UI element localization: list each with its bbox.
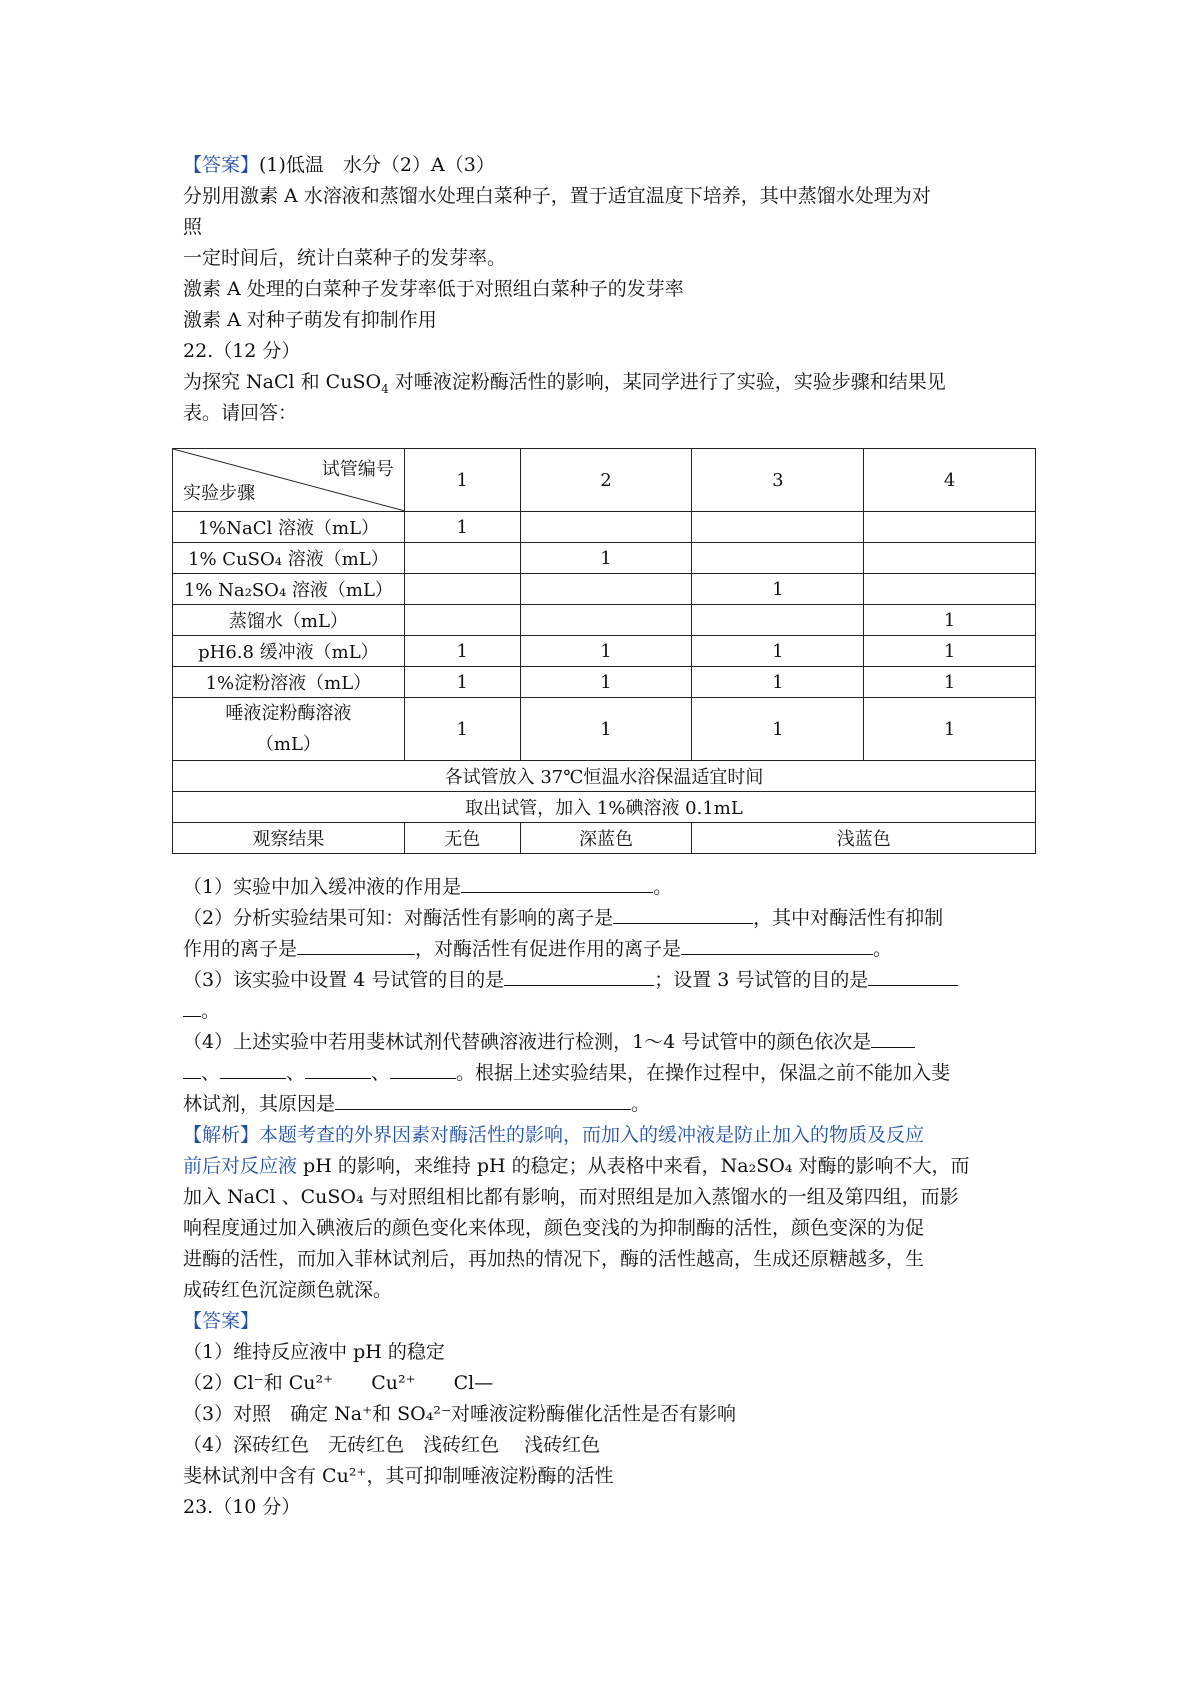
tube-3-header: 3 bbox=[692, 449, 864, 512]
table-cell bbox=[692, 543, 864, 574]
answer-blank bbox=[613, 903, 753, 924]
row-label: pH6.8 缓冲液（mL） bbox=[173, 636, 405, 667]
table-cell: 1 bbox=[692, 574, 864, 605]
result-label: 观察结果 bbox=[173, 823, 405, 854]
question-22-intro: 为探究 NaCl 和 CuSO$_4$ 对唾液淀粉酶活性的影响，某同学进行了实验，实验步骤和结果见 bbox=[183, 371, 946, 396]
table-cell bbox=[404, 574, 520, 605]
table-row bbox=[173, 636, 1036, 667]
table-row bbox=[173, 667, 1036, 698]
answer-blank bbox=[504, 965, 654, 986]
row-label: 1% CuSO₄ 溶液（mL） bbox=[173, 543, 405, 574]
row-label bbox=[173, 698, 405, 761]
analysis-line-6: 成砖红色沉淀颜色就深。 bbox=[183, 1279, 393, 1301]
table-cell bbox=[404, 543, 520, 574]
answer-blank bbox=[871, 1027, 915, 1048]
table-row bbox=[173, 512, 1036, 543]
table-cell bbox=[692, 605, 864, 636]
question-2: （2）分析实验结果可知：对酶活性有影响的离子是 ，其中对酶活性有抑制 bbox=[183, 903, 1033, 934]
table-cell bbox=[520, 512, 692, 543]
table-cell: 1 bbox=[520, 698, 692, 761]
row-label: 1% Na₂SO₄ 溶液（mL） bbox=[173, 574, 405, 605]
table-cell: 1 bbox=[404, 698, 520, 761]
row-label-line-1: 唾液淀粉酶溶液 bbox=[225, 703, 352, 724]
row-label: 蒸馏水（mL） bbox=[173, 605, 405, 636]
table-cell bbox=[692, 512, 864, 543]
answer-4: （4）深砖红色 无砖红色 浅砖红色 浅砖红色 bbox=[183, 1434, 601, 1456]
question-23-heading: 23.（10 分） bbox=[183, 1496, 301, 1518]
analysis-line-3: 加入 NaCl 、CuSO₄ 与对照组相比都有影响，而对照组是加入蒸馏水的一组及第四组，而影 bbox=[183, 1186, 959, 1208]
answer-1: （1）维持反应液中 pH 的稳定 bbox=[183, 1341, 445, 1363]
analysis-line-5: 进酶的活性，而加入菲林试剂后，再加热的情况下，酶的活性越高，生成还原糖越多，生 bbox=[183, 1248, 925, 1270]
question-1: （1）实验中加入缓冲液的作用是 。 bbox=[183, 872, 1033, 903]
analysis-highlight: 本题考查的外界因素对酶活性的影响，而加入的缓冲液是防止加入的物质及反应 bbox=[259, 1124, 925, 1146]
table-row bbox=[173, 761, 1036, 792]
question-4-cont-2: 林试剂，其原因是 。 bbox=[183, 1089, 1033, 1120]
answer-blank bbox=[220, 1058, 286, 1079]
result-tube-1: 无色 bbox=[404, 823, 520, 854]
table-cell bbox=[864, 512, 1036, 543]
table-row bbox=[173, 823, 1036, 854]
table-cell: 1 bbox=[692, 698, 864, 761]
tube-4-header: 4 bbox=[864, 449, 1036, 512]
table-cell: 1 bbox=[404, 667, 520, 698]
question-22-heading: 22.（12 分） bbox=[183, 340, 301, 362]
row-label: 1%NaCl 溶液（mL） bbox=[173, 512, 405, 543]
table-cell: 1 bbox=[692, 667, 864, 698]
answer-line-6: 激素 A 对种子萌发有抑制作用 bbox=[183, 309, 437, 331]
table-row bbox=[173, 698, 1036, 761]
header-tube-number: 试管编号 bbox=[321, 459, 394, 480]
answer-line-4: 一定时间后，统计白菜种子的发芽率。 bbox=[183, 247, 507, 269]
answer-blank bbox=[390, 1058, 456, 1079]
table-cell: 1 bbox=[864, 636, 1036, 667]
answer-line-3: 照 bbox=[183, 216, 203, 238]
experiment-table bbox=[172, 448, 1036, 854]
answer-blank bbox=[183, 1058, 201, 1079]
tube-1-header: 1 bbox=[404, 449, 520, 512]
result-tube-2: 深蓝色 bbox=[520, 823, 692, 854]
analysis-line-1 bbox=[183, 1120, 1033, 1151]
question-2-cont: 作用的离子是 ，对酶活性有促进作用的离子是 。 bbox=[183, 934, 1033, 965]
table-row bbox=[173, 605, 1036, 636]
answer-blank bbox=[681, 934, 873, 955]
table-cell: 1 bbox=[520, 667, 692, 698]
answer-blank bbox=[461, 872, 653, 893]
question-4-cont: 、 、 、 。根据上述实验结果，在操作过程中，保温之前不能加入斐 bbox=[183, 1058, 1033, 1089]
row-label-line-2: （mL） bbox=[255, 734, 321, 755]
answer-text: (1)低温 水分（2）A（3） bbox=[259, 154, 495, 176]
table-cell bbox=[404, 605, 520, 636]
row-label: 1%淀粉溶液（mL） bbox=[173, 667, 405, 698]
table-cell: 1 bbox=[404, 512, 520, 543]
answer-line-2: 分别用激素 A 水溶液和蒸馏水处理白菜种子，置于适宜温度下培养，其中蒸馏水处理为对 bbox=[183, 185, 931, 207]
answer-blank bbox=[868, 965, 958, 986]
table-row bbox=[173, 543, 1036, 574]
answer-2: （2）Cl⁻和 Cu²⁺ Cu²⁺ Cl— bbox=[183, 1372, 494, 1394]
document-page bbox=[183, 150, 1033, 429]
answer-tag: 【答案】 bbox=[183, 154, 260, 176]
step-iodine: 取出试管，加入 1%碘溶液 0.1mL bbox=[173, 792, 1036, 823]
table-row bbox=[173, 574, 1036, 605]
table-cell: 1 bbox=[692, 636, 864, 667]
table-row bbox=[173, 792, 1036, 823]
analysis-line-4: 响程度通过加入碘液后的颜色变化来体现，颜色变浅的为抑制酶的活性，颜色变深的为促 bbox=[183, 1217, 925, 1239]
table-cell bbox=[520, 605, 692, 636]
answer-tag-2: 【答案】 bbox=[183, 1310, 260, 1332]
analysis-tag: 【解析】 bbox=[183, 1124, 260, 1146]
header-steps: 实验步骤 bbox=[183, 483, 255, 504]
question-22-intro-2: 表。请回答： bbox=[183, 402, 298, 424]
table-cell bbox=[520, 574, 692, 605]
answer-blank bbox=[297, 934, 415, 955]
table-cell: 1 bbox=[864, 605, 1036, 636]
answer-5: 斐林试剂中含有 Cu²⁺，其可抑制唾液淀粉酶的活性 bbox=[183, 1465, 614, 1487]
step-incubate: 各试管放入 37℃恒温水浴保温适宜时间 bbox=[173, 761, 1036, 792]
table-cell bbox=[864, 543, 1036, 574]
question-3-cont: 。 bbox=[183, 996, 1033, 1027]
answer-line-5: 激素 A 处理的白菜种子发芽率低于对照组白菜种子的发芽率 bbox=[183, 278, 684, 300]
tube-2-header: 2 bbox=[520, 449, 692, 512]
answer-3: （3）对照 确定 Na⁺和 SO₄²⁻对唾液淀粉酶催化活性是否有影响 bbox=[183, 1403, 737, 1425]
table-cell: 1 bbox=[520, 636, 692, 667]
analysis-line-2: 前后对反应液 pH 的影响，来维持 pH 的稳定；从表格中来看，Na₂SO₄ 对酶的影响不大，而 bbox=[183, 1155, 970, 1177]
table-cell: 1 bbox=[864, 667, 1036, 698]
answer-line bbox=[183, 150, 1033, 181]
answer-blank bbox=[335, 1089, 631, 1110]
questions-section bbox=[183, 872, 1033, 1523]
table-cell: 1 bbox=[404, 636, 520, 667]
question-3: （3）该实验中设置 4 号试管的目的是 ；设置 3 号试管的目的是 bbox=[183, 965, 1033, 996]
table-cell: 1 bbox=[864, 698, 1036, 761]
table-cell bbox=[864, 574, 1036, 605]
question-4: （4）上述实验中若用斐林试剂代替碘溶液进行检测，1～4 号试管中的颜色依次是 bbox=[183, 1027, 1033, 1058]
answer-blank bbox=[183, 996, 201, 1017]
answer-blank bbox=[305, 1058, 371, 1079]
table-cell: 1 bbox=[520, 543, 692, 574]
table-header-diagonal-cell bbox=[173, 449, 405, 512]
result-tube-3-4: 浅蓝色 bbox=[692, 823, 1036, 854]
